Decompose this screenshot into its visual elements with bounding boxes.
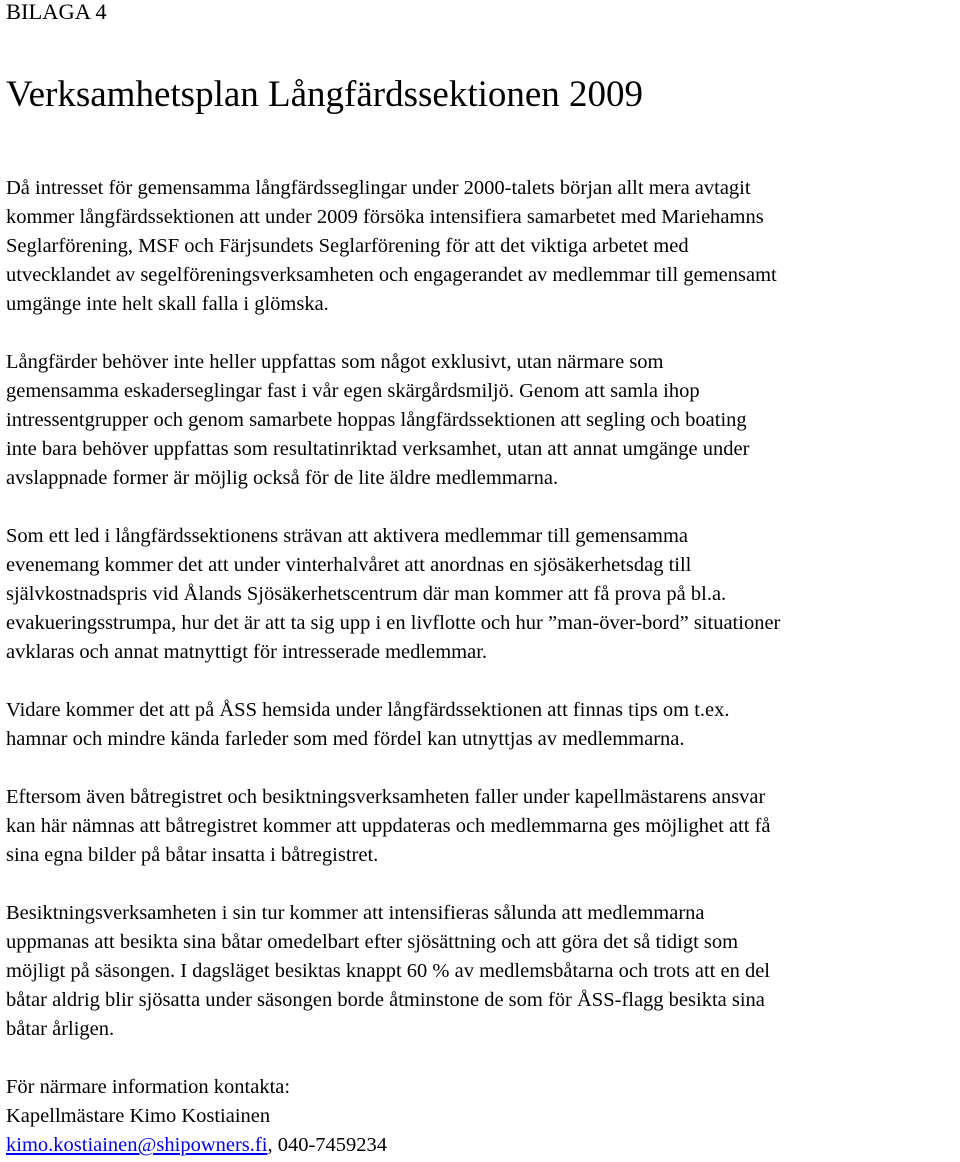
- page-title: Verksamhetsplan Långfärdssektionen 2009: [6, 74, 644, 115]
- paragraph-line: uppmanas att besikta sina båtar omedelbart efter sjösättning och att göra det så tidigt som: [6, 931, 739, 953]
- contact-email-link[interactable]: kimo.kostiainen@shipowners.fi: [6, 1134, 268, 1156]
- paragraph-line: Eftersom även båtregistret och besiktningsverksamheten faller under kapellmästarens ansvar: [6, 786, 766, 808]
- paragraph-line: båtar årligen.: [6, 1018, 115, 1040]
- paragraph-line: Seglarförening, MSF och Färjsundets Seglarförening för att det viktiga arbetet med: [6, 235, 689, 257]
- paragraph: [6, 174, 958, 319]
- paragraph-line: båtar aldrig blir sjösatta under säsongen borde åtminstone de som för ÅSS-flagg besikta sina: [6, 989, 765, 1011]
- document-body: [6, 174, 958, 1160]
- paragraph-line: inte bara behöver uppfattas som resultatinriktad verksamhet, utan att annat umgänge under: [6, 438, 750, 460]
- paragraph-line: hamnar och mindre kända farleder som med fördel kan utnyttjas av medlemmarna.: [6, 728, 685, 750]
- paragraph: [6, 899, 958, 1044]
- paragraph-list: [6, 174, 958, 1044]
- paragraph: [6, 783, 958, 870]
- paragraph-line: kan här nämnas att båtregistret kommer att uppdateras och medlemmarna ges möjlighet att få: [6, 815, 771, 837]
- paragraph-line: intressentgrupper och genom samarbete hoppas långfärdssektionen att segling och boating: [6, 409, 747, 431]
- paragraph-line: avklaras och annat matnyttigt för intresserade medlemmar.: [6, 641, 488, 663]
- paragraph-line: evenemang kommer det att under vinterhalvåret att anordnas en sjösäkerhetsdag till: [6, 554, 692, 576]
- contact-phone: , 040-7459234: [267, 1134, 388, 1156]
- paragraph: [6, 348, 958, 493]
- paragraph-line: Långfärder behöver inte heller uppfattas som något exklusivt, utan närmare som: [6, 351, 664, 373]
- paragraph-line: evakueringsstrumpa, hur det är att ta sig upp i en livflotte och hur ”man-över-bord” situationer: [6, 612, 781, 634]
- paragraph-line: avslappnade former är möjlig också för de lite äldre medlemmarna.: [6, 467, 559, 489]
- paragraph-line: utvecklandet av segelföreningsverksamheten och engagerandet av medlemmar till gemensamt: [6, 264, 777, 286]
- paragraph: [6, 522, 958, 667]
- paragraph-line: Som ett led i långfärdssektionens strävan att aktivera medlemmar till gemensamma: [6, 525, 688, 547]
- paragraph-line: sina egna bilder på båtar insatta i båtregistret.: [6, 844, 379, 866]
- paragraph: [6, 696, 958, 754]
- contact-block: [6, 1073, 958, 1160]
- paragraph-line: Besiktningsverksamheten i sin tur kommer att intensifieras sålunda att medlemmarna: [6, 902, 705, 924]
- paragraph-line: Vidare kommer det att på ÅSS hemsida under långfärdssektionen att finnas tips om t.ex.: [6, 699, 730, 721]
- contact-intro: För närmare information kontakta:: [6, 1076, 291, 1098]
- paragraph-line: självkostnadspris vid Ålands Sjösäkerhetscentrum där man kommer att få prova på bl.a.: [6, 583, 727, 605]
- paragraph-line: möjligt på säsongen. I dagsläget besiktas knappt 60 % av medlemsbåtarna och trots att en del: [6, 960, 770, 982]
- appendix-label: BILAGA 4: [6, 0, 107, 24]
- contact-details: [6, 1131, 958, 1160]
- paragraph-line: umgänge inte helt skall falla i glömska.: [6, 293, 329, 315]
- paragraph-line: Då intresset för gemensamma långfärdsseglingar under 2000-talets början allt mera avtagit: [6, 177, 751, 199]
- contact-name: Kapellmästare Kimo Kostiainen: [6, 1105, 271, 1127]
- paragraph-line: kommer långfärdssektionen att under 2009 försöka intensifiera samarbetet med Mariehamns: [6, 206, 764, 228]
- paragraph-line: gemensamma eskaderseglingar fast i vår egen skärgårdsmiljö. Genom att samla ihop: [6, 380, 700, 402]
